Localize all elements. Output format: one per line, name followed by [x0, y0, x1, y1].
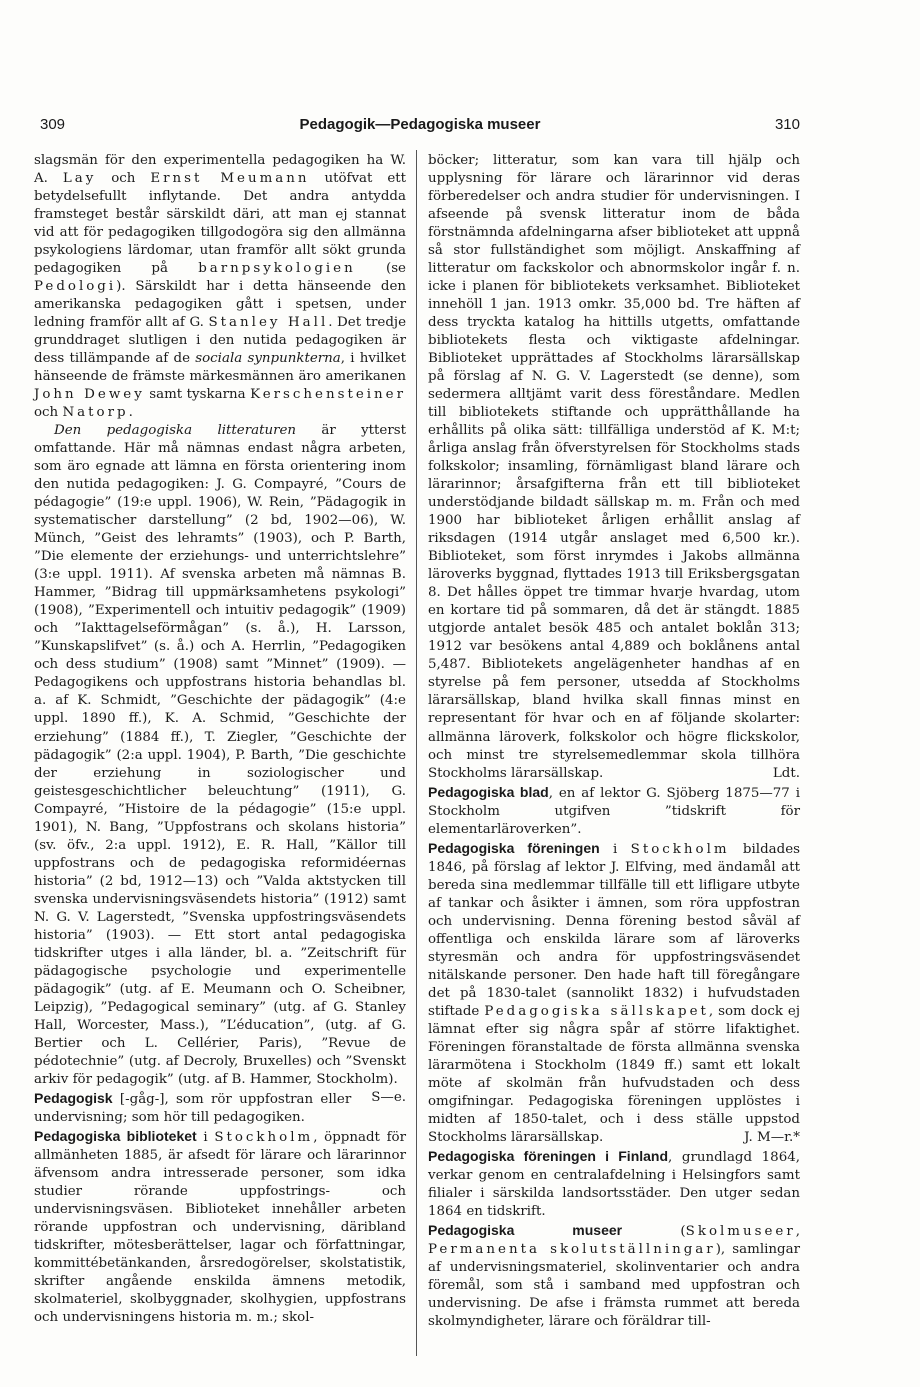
left-page-number: 309 — [40, 116, 66, 133]
right-page-number: 310 — [774, 116, 800, 133]
paragraph-litteratur: Den pedagogiska litteraturen är ytterst omfattande. Här må nämnas endast några arbeten, som äro egnade att lämna en första orientering inom den nutida pedagogiken: J. G. Compayré, ”Cours de pédagogie” (19:e uppl. 1906), W. Rein, ”Pädagogik in systematischer darstellung” (2 bd, 1902—06), W. Münch, ”Geist des lehramts” (1903), och P. Barth, ”Die elemente der erziehungs- und unterrichtslehre” (3:e uppl. 1911). Af svenska arbeten må nämnas B. Hammer, ”Bidrag till uppmärksamhetens psykologi” (1908), ”Experimentell och intuitiv pedagogik” (1909) och ”Iakttagelseförmågan” (s. å.), H. Larsson, ”Kunskapslifvet” (s. å.) och A. Herrlin, ”Pedagogiken och dess studium” (1908) samt ”Minnet” (1909). — Pedagogikens och uppfostrans historia behandlas bl. a. af K. Schmidt, ”Geschichte der pädagogik” (4:e uppl. 1890 ff.), K. A. Schmid, ”Geschichte der erziehung” (1884 ff.), T. Ziegler, ”Geschichte der pädagogik” (2:a uppl. 1904), P. Barth, ”Die geschichte der erziehung in soziologischer und geistesgeschichtlicher beleuchtung” (1911), G. Compayré, ”Histoire de la pédagogie” (15:e uppl. 1901), N. Bang, ”Uppfostrans och skolans historia” (sv. öfv., 2:a uppl. 1912), E. R. Hall, ”Källor till uppfostrans och de pedagogiska reformidéernas historia” (2 bd, 1912—13) och ”Valda aktstycken till svenska undervisningsväsendets historia” (1912) samt N. G. V. Lagerstedt, ”Svenska uppfostringsväsendets historia” (1903). — Ett stort antal pedagogiska tidskrifter utges i alla länder, bl. a. ”Zeitschrift für pädagogische psychologie und experimentelle pädagogik” (utg. af E. Meumann och O. Scheibner, Leipzig), ”Pedagogical seminary” (utg. af G. Stanley Hall, Worcester, Mass.), ”L’éducation”, (utg. af G. Bertier och L. Cellérier, Paris), ”Revue de pédotechnie” (utg. af Decroly, Bruxelles) och ”Svenskt arkiv för pedagogik” (utg. af B. Hammer, Stockholm). S—e. — [34, 422, 406, 1089]
entry-headword: Pedagogiska biblioteket — [34, 1127, 197, 1144]
entry-pedagogisk: Pedagogisk [-gåg-], som rör uppfostran eller undervisning; som hör till pedagogiken. — [34, 1089, 352, 1125]
entry-headword: Pedagogiska blad — [428, 783, 549, 800]
entry-headword: Pedagogiska föreningen i Finland — [428, 1147, 669, 1164]
paragraph-pedagogik-continued: slagsmän för den experimentella pedagogiken ha W. A. Lay och Ernst Meumann utöfvat ett betydelsefullt inflytande. Det andra antydda framsteget består särskildt däri, att man ej stannat vid att för pedagogiken tillgodogöra sig den allmänna psykologiens lärdomar, utan framför allt sökt grunda pedagogiken på barnpsykologien (se Pedologi). Särskildt har i detta hänseende den amerikanska pedagogiken gått i spetsen, under ledning framför allt af G. Stanley Hall. Det tredje grunddraget slutligen i den nutida pedagogiken är dess tillämpande af de sociala synpunkterna, i hvilket hänseende de främste märkesmännen äro amerikanen John Dewey samt tyskarna Kerschensteiner och Natorp. — [34, 153, 407, 421]
entry-pedagogiska-foreningen-finland: Pedagogiska föreningen i Finland, grundlagd 1864, verkar genom en centralafdelning i Helsingfors samt filialer i särskilda landsortsstäder. Den utger sedan 1864 en tidskrift. — [428, 1147, 801, 1219]
left-column — [34, 152, 406, 1327]
running-title: Pedagogik—Pedagogiska museer — [299, 116, 541, 133]
entry-pedagogiska-foreningen-stockholm: Pedagogiska föreningen i Stockholm bildades 1846, på förslag af lektor J. Elfving, med ändamål att bereda sina medlemmar tillfälle till ett lifligare utbyte af tankar och åsikter i ämnen, som röra uppfostran och undervisning. Denna förening bestod såväl af offentliga och enskilda lärare som af läroverks styresmän och andra för uppfostringsväsendet nitälskande personer. Den hade haft till föregångare det på 1830-talet (sannolikt 1832) i hufvudstaden stiftade Pedagogiska sällskapet, som dock ej lämnat efter sig några spår af större lifaktighet. Föreningen föranstaltade de första allmänna svenska lärarmötena i Stockholm (1849 ff.) samt ett lokalt möte af skolmän från hufvudstaden och dess omgifningar. Pedagogiska föreningen upplöstes i midten af 1850-talet, och i dess ställe uppstod Stockholms lärarsällskap. J. M—r.* — [428, 839, 800, 1147]
author-signature: Ldt. — [772, 765, 800, 781]
entry-pedagogiska-blad: Pedagogiska blad, en af lektor G. Sjöberg 1875—77 i Stockholm utgifven ”tidskrift för elementarläroverken”. — [428, 783, 800, 837]
author-signature: J. M—r.* — [744, 1129, 800, 1145]
author-signature: S—e. — [371, 1089, 406, 1105]
entry-headword: Pedagogiska museer — [428, 1221, 623, 1238]
entry-headword: Pedagogiska föreningen — [428, 839, 600, 856]
right-column — [428, 152, 800, 1331]
paragraph-biblioteket-continued: böcker; litteratur, som kan vara till hjälp och upplysning för lärare och lärarinnor vid deras förberedelser och andra studier för undervisningen. I afseende på svensk litteratur inom de båda förstnämnda afdelningarna afser biblioteket att uppnå så stor fullständighet som möjligt. Anskaffning af litteratur om fackskolor och abnormskolor ingår f. n. icke i planen för bibliotekets verksamhet. Biblioteket innehöll 1 jan. 1913 omkr. 35,000 bd. Tre häften af dess tryckta katalog ha hittills utgetts, omfattande bibliotekets flesta och viktigaste afdelningar. Biblioteket upprättades af Stockholms lärarsällskap på förslag af N. G. V. Lagerstedt (se denne), som sedermera alltjämt varit dess föreståndare. Medlen till bibliotekets stiftande och upprätthållande ha erhållits på olika sätt: tillfälliga understöd af K. M:t; årliga anslag från öfverstyrelsen för Stockholms stads folkskolor; insamling, förnämligast bland lärare och lärarinnor; årsafgifterna från ett till biblioteket understödjande bildadt sällskap m. m. Från och med 1900 har biblioteket årligen erhållit anslag af riksdagen (1914 utgår anslaget med 6,500 kr.). Biblioteket, som först inrymdes i Jakobs allmänna läroverks byggnad, flyttades 1913 till Eriksbergsgatan 8. Det hålles öppet tre timmar hvarje hvardag, utom en kortare tid på sommaren, då det är stängdt. 1885 utgjorde antalet besök 485 och antalet boklån 313; 1912 var besökens antal 4,889 och boklånens antal 5,487. Bibliotekets angelägenheter handhas af en styrelse på fem personer, utsedda af Stockholms lärarsällskap, bland hvilka skall finnas minst en representant för hvar och en af följande skolarter: allmänna läroverk, folkskolor och högre flickskolor, och minst tre styrelsemedlemmar skola tillhöra Stockholms lärarsällskap. Ldt. — [428, 152, 800, 783]
entry-headword: Pedagogisk — [34, 1089, 113, 1106]
entry-pedagogiska-biblioteket: Pedagogiska biblioteket i Stockholm, öppnadt för allmänheten 1885, är afsedt för lärare och lärarinnor äfvensom andra intresserade personer, som idka studier rörande uppfostrings- och undervisningsväsen. Biblioteket innehåller arbeten rörande uppfostran och undervisning, däribland tidskrifter, mötesberättelser, lagar och författningar, kommittébetänkanden, årsredogörelser, skolstatistik, skrifter angående enskilda ämnens metodik, skolmateriel, skolbyggnader, skolhygien, uppfostrans och undervisningens historia m. m.; skol- — [34, 1127, 406, 1325]
running-header — [40, 116, 800, 138]
column-divider — [416, 150, 417, 1356]
entry-pedagogiska-museer: Pedagogiska museer (Skolmuseer, Permanenta skolutställningar), samlingar af undervisningsmateriel, skolinventarier och andra föremål, som stå i samband med uppfostran och undervisning. De afse i främsta rummet att bereda skolmyndigheter, lärare och föräldrar till- — [428, 1221, 801, 1329]
